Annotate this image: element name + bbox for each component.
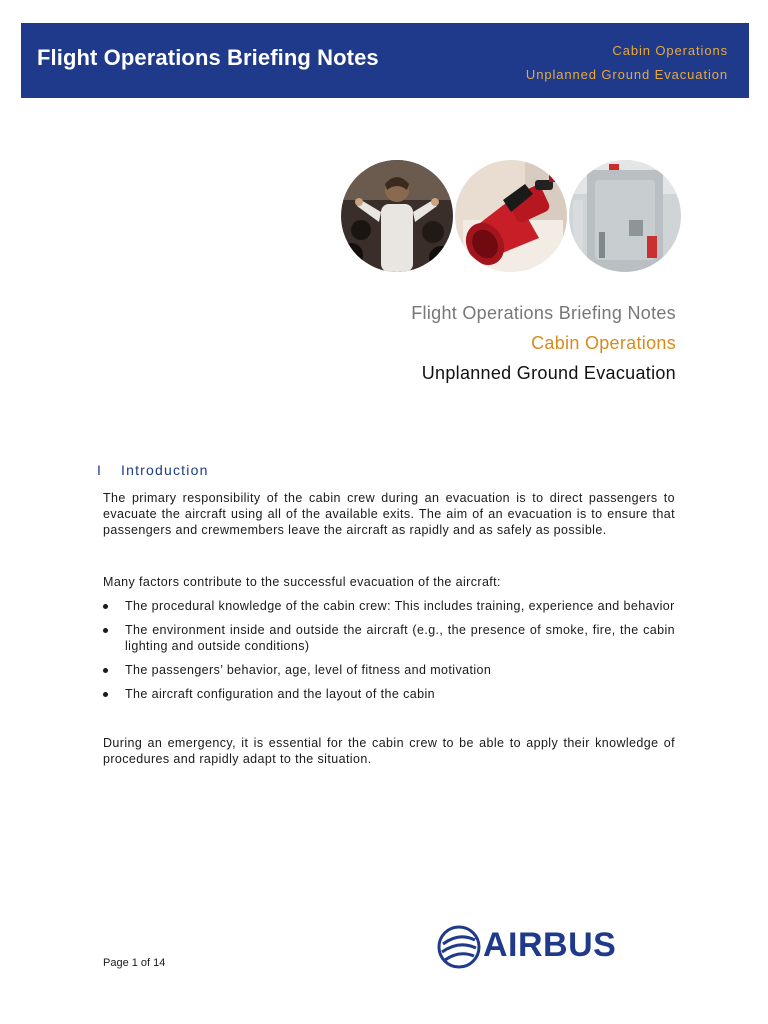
title-subject: Unplanned Ground Evacuation xyxy=(421,363,676,383)
airbus-wordmark: AIRBUS xyxy=(483,926,617,964)
header-title: Flight Operations Briefing Notes xyxy=(37,45,379,70)
list-item-text: The passengers’ behavior, age, level of fitness and motivation xyxy=(125,663,492,677)
aircraft-door-photo xyxy=(569,160,681,272)
header-category: Cabin Operations xyxy=(612,43,728,58)
section-title: Introduction xyxy=(121,462,209,478)
bullet-icon xyxy=(103,668,108,673)
list-item-text: The procedural knowledge of the cabin crew: This includes training, experience and behavior xyxy=(125,599,675,613)
header-banner xyxy=(21,23,749,98)
header-subject: Unplanned Ground Evacuation xyxy=(525,67,728,82)
bullet-icon xyxy=(103,604,108,609)
airbus-logo xyxy=(437,921,637,973)
paragraph-intro: The primary responsibility of the cabin crew during an evacuation is to direct passengers to evacuate the aircraft using all of the available exits. The aim of an evacuation is to ensure that passengers and crewmembers leave the aircraft as rapidly and as safely as possible. xyxy=(103,491,675,537)
list-item xyxy=(103,686,675,702)
bullet-icon xyxy=(103,628,108,633)
title-block xyxy=(411,300,676,390)
page-number: Page 1 of 14 xyxy=(103,957,166,969)
section-number: I xyxy=(97,462,103,478)
bullet-icon xyxy=(103,692,108,697)
list-item-text: The environment inside and outside the aircraft (e.g., the presence of smoke, fire, the cabin lighting and outside conditions) xyxy=(125,623,675,653)
paragraph-factors: Many factors contribute to the successful evacuation of the aircraft: xyxy=(103,575,501,589)
title-series: Flight Operations Briefing Notes xyxy=(411,303,676,323)
list-item-text: The aircraft configuration and the layout of the cabin xyxy=(125,687,435,701)
section-heading xyxy=(97,462,209,478)
title-category: Cabin Operations xyxy=(531,333,676,353)
header-meta xyxy=(526,39,728,87)
airbus-globe-icon xyxy=(437,924,481,970)
list-item xyxy=(103,662,675,678)
cabin-crew-briefing-photo xyxy=(341,160,453,272)
list-item xyxy=(103,622,675,654)
factor-list xyxy=(103,598,675,710)
megaphone-photo xyxy=(455,160,567,272)
paragraph-emergency: During an emergency, it is essential for the cabin crew to be able to apply their knowledge of procedures and rapidly adapt to the situation. xyxy=(103,736,675,766)
list-item xyxy=(103,598,675,614)
photo-strip xyxy=(341,160,681,274)
